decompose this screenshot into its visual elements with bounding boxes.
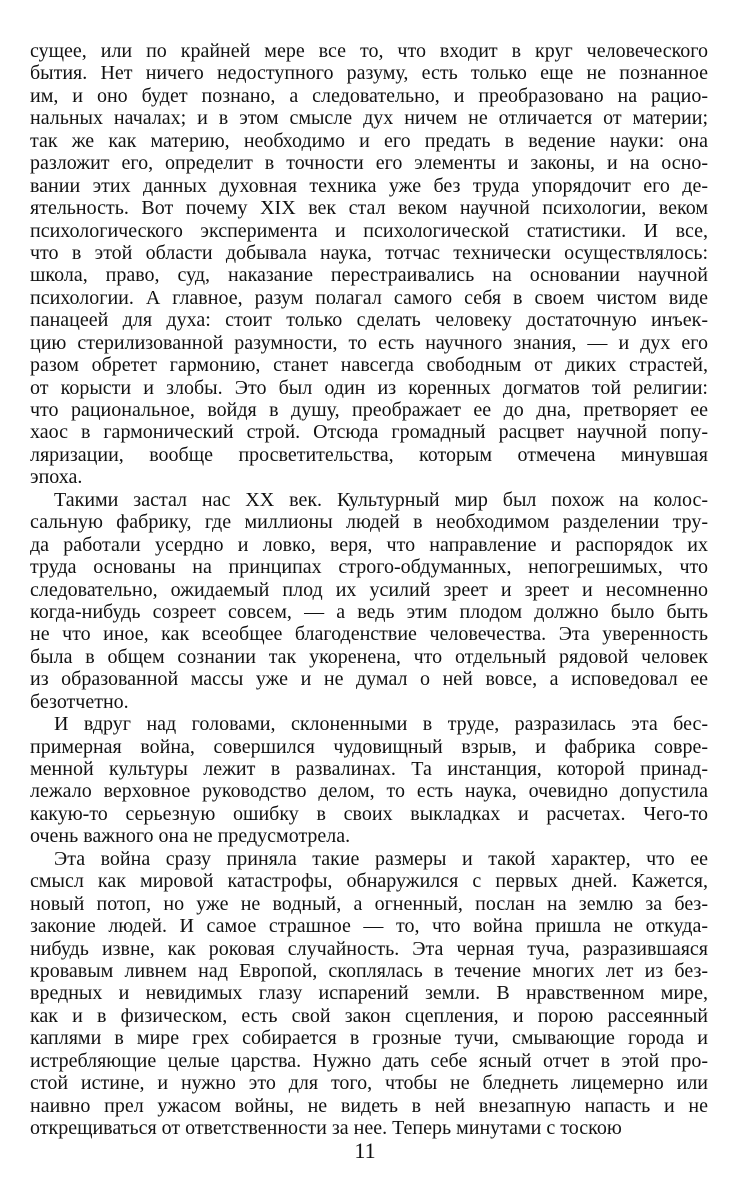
text-line: следовательно, ожидаемый плод их усилий зреет и зреет и несомненно <box>30 578 708 601</box>
text-line: панацеей для духа: стоит только сделать человеку достаточную инъек- <box>30 309 708 332</box>
text-line: что рациональное, войдя в душу, преображает ее до дна, претворяет ее <box>30 399 708 421</box>
text-line: из образованной массы уже и не думал о ней вовсе, а исповедовал ее <box>30 668 708 691</box>
text-line: Такими застал нас XX век. Культурный мир был похож на колос- <box>54 488 708 511</box>
text-line: нальных началах; и в этом смысле дух ничем не отличается от материи; <box>30 107 708 130</box>
text-line: примерная война, совершился чудовищный взрыв, и фабрика совре- <box>30 735 708 758</box>
text-line: Эта война сразу приняла такие размеры и такой характер, что ее <box>54 847 708 870</box>
paragraph <box>30 713 708 848</box>
text-line: смысл как мировой катастрофы, обнаружился с первых дней. Кажется, <box>30 870 708 893</box>
text-line: безотчетно. <box>30 690 129 713</box>
text-line: разом обретет гармонию, станет навсегда свободным от диких страстей, <box>30 354 708 377</box>
text-line: каплями в мире грех собирается в грозные тучи, смывающие города и <box>30 1027 708 1050</box>
text-line: какую-то серьезную ошибку в своих выкладках и расчетах. Чего-то <box>30 802 708 825</box>
text-line: вании этих данных духовная техника уже без труда упорядочит его де- <box>30 174 708 197</box>
page-number: 11 <box>354 1138 376 1163</box>
text-line: хаос в гармонический строй. Отсюда громадный расцвет научной попу- <box>30 421 708 444</box>
text-line: труда основаны на принципах строго-обдуманных, непогрешимых, что <box>30 556 708 579</box>
text-line: когда-нибудь созреет совсем, — а ведь этим плодом должно было быть <box>30 600 708 623</box>
text-line: разложит его, определит в точности его элементы и законы, и на осно- <box>30 152 708 175</box>
text-line: сущее, или по крайней мере все то, что входит в круг человеческого <box>30 40 708 62</box>
text-line: истребляющие целые царства. Нужно дать себе ясный отчет в этой про- <box>30 1049 708 1072</box>
text-line: ятельность. Вот почему XIX век стал веком научной психологии, веком <box>30 197 708 220</box>
text-line: нибудь извне, как роковая случайность. Эта черная туча, разразившаяся <box>30 937 708 960</box>
text-line: цию стерилизованной разумности, то есть научного знания, — и дух его <box>30 331 708 354</box>
text-line: менной культуры лежит в развалинах. Та инстанция, которой принад- <box>30 758 708 780</box>
text-line: ляризации, вообще просветительства, которым отмечена минувшая <box>30 443 708 466</box>
text-line: бытия. Нет ничего недоступного разуму, есть только еще не познанное <box>30 62 708 85</box>
text-line: как и в физическом, есть свой закон сцепления, и порою рассеянный <box>30 1004 708 1027</box>
paragraph <box>30 848 708 1140</box>
text-line: им, и оно будет познано, а следовательно, и преобразовано на рацио- <box>30 84 708 107</box>
paragraph <box>30 489 708 713</box>
text-line: от корысти и злобы. Это был один из коренных догматов той религии: <box>30 376 708 399</box>
text-line: сальную фабрику, где миллионы людей в необходимом разделении тру- <box>30 511 708 534</box>
text-line: да работали усердно и ловко, веря, что направление и распорядок их <box>30 533 708 556</box>
text-line: вредных и невидимых глазу испарений земли. В нравственном мире, <box>30 982 708 1005</box>
text-line: не что иное, как всеобщее благоденствие человечества. Эта уверенность <box>30 623 708 646</box>
text-line: открещиваться от ответственности за нее. Теперь минутами с тоскою <box>30 1117 622 1139</box>
text-line: стой истине, и нужно это для того, чтобы не бледнеть лицемерно или <box>30 1072 708 1095</box>
text-line: психологии. А главное, разум полагал самого себя в своем чистом виде <box>30 286 708 309</box>
text-line: наивно прел ужасом войны, не видеть в ней внезапную напасть и не <box>30 1094 708 1117</box>
paragraph <box>30 40 708 489</box>
text-line: лежало верховное руководство делом, то есть наука, очевидно допустила <box>30 780 708 803</box>
page-body-text <box>30 40 708 1139</box>
text-line: была в общем сознании так укоренена, что отдельный рядовой человек <box>30 645 708 668</box>
text-line: эпоха. <box>30 466 83 489</box>
text-line: законие людей. И самое страшное — то, что война пришла не откуда- <box>30 915 708 938</box>
text-line: новый потоп, но уже не водный, а огненный, послан на землю за без- <box>30 892 708 915</box>
text-line: кровавым ливнем над Европой, скоплялась в течение многих лет из без- <box>30 959 708 982</box>
text-line: что в этой области добывала наука, тотчас технически осуществлялось: <box>30 241 708 264</box>
text-line: школа, право, суд, наказание перестраивались на основании научной <box>30 264 708 287</box>
text-line: так же как материю, необходимо и его предать в ведение науки: она <box>30 129 708 152</box>
text-line: И вдруг над головами, склоненными в труде, разразилась эта бес- <box>54 713 708 736</box>
text-line: психологического эксперимента и психологической статистики. И все, <box>30 219 708 242</box>
text-line: очень важного она не предусмотрела. <box>30 825 351 848</box>
